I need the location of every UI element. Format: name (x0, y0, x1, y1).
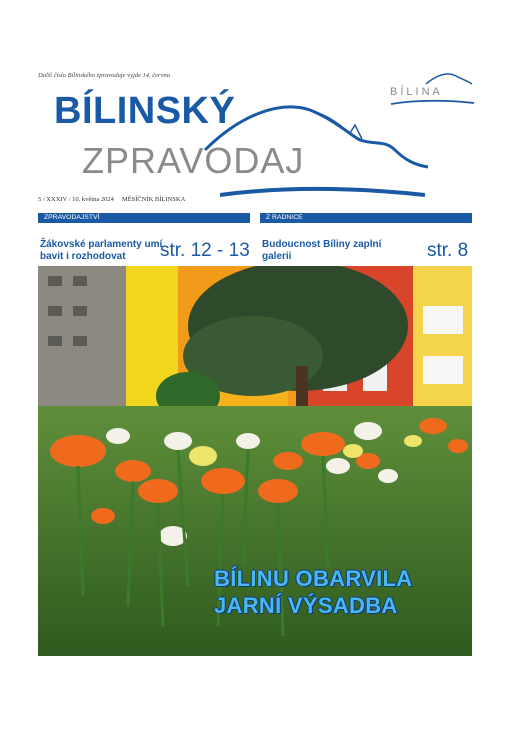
section-bar-news: ZPRAVODAJSTVÍ (38, 213, 250, 223)
next-issue-note: Další číslo Bílinského zpravodaje vyjde 14. června (38, 72, 170, 79)
issue-number-date: 5 / XXXIV / 10. května 2024 (38, 196, 114, 203)
teaser-news[interactable]: Žákovské parlamenty umí bavit i rozhodovat (40, 239, 163, 262)
masthead-title-line1: BÍLINSKÝ (54, 90, 236, 132)
masthead-title-line2: ZPRAVODAJ (82, 140, 305, 181)
page-ref-news: str. 12 - 13 (160, 240, 250, 261)
page-ref-town-hall: str. 8 (427, 240, 469, 261)
monthly-label: MĚSÍČNÍK BÍLINSKA (121, 196, 186, 203)
issue-info (38, 196, 185, 203)
cover-headline (214, 565, 464, 619)
bilina-logo-text: BÍLINA (390, 86, 443, 98)
section-bar-town-hall: Z RADNICE (260, 213, 472, 223)
cover-headline-line2: JARNÍ VÝSADBA (214, 593, 398, 618)
teaser-town-hall[interactable]: Budoucnost Bíliny zaplní galerii (262, 239, 382, 262)
cover-headline-line1: BÍLINU OBARVILA (214, 566, 413, 591)
